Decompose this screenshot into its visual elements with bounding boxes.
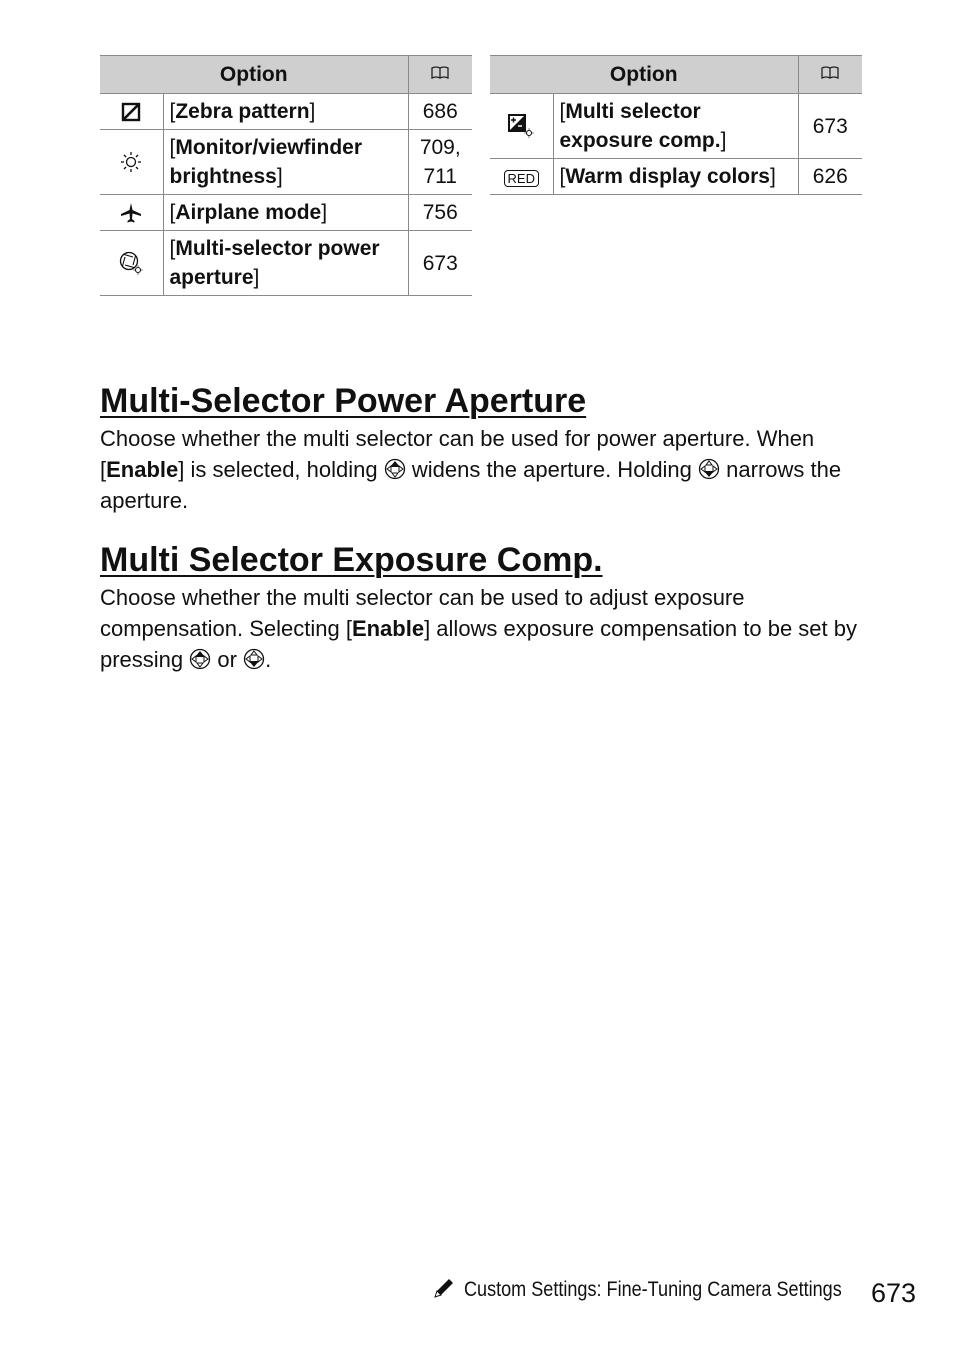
table-row	[100, 130, 472, 195]
header-option: Option	[100, 56, 408, 94]
page-ref: 709, 711	[408, 130, 472, 195]
multi-selector-up-icon	[384, 457, 406, 482]
page-ref: 756	[408, 195, 472, 231]
table-row	[490, 159, 862, 195]
multi-selector-down-icon	[243, 647, 265, 672]
red-icon-text: RED	[504, 170, 539, 187]
multi-selector-down-icon	[698, 457, 720, 482]
airplane-icon	[100, 195, 163, 231]
options-table-right	[490, 55, 862, 195]
table-row	[490, 94, 862, 159]
section-title-exposure-comp: Multi Selector Exposure Comp.	[100, 541, 603, 579]
red-display-icon	[490, 159, 553, 195]
footer-section	[432, 1276, 903, 1302]
option-label: [Multi-selector power aperture]	[163, 231, 408, 296]
table-header	[100, 56, 472, 94]
table-row	[100, 94, 472, 130]
table-header	[490, 56, 862, 94]
page-ref: 626	[798, 159, 862, 195]
table-row	[100, 231, 472, 296]
page-ref: 686	[408, 94, 472, 130]
aperture-icon	[100, 231, 163, 296]
brightness-icon	[100, 130, 163, 195]
page-ref: 673	[798, 94, 862, 159]
option-label: [Zebra pattern]	[163, 94, 408, 130]
header-book-icon	[798, 56, 862, 94]
page-ref: 673	[408, 231, 472, 296]
section-title-power-aperture: Multi-Selector Power Aperture	[100, 382, 587, 420]
pencil-icon	[432, 1276, 456, 1300]
section-body-power-aperture: Choose whether the multi selector can be used for power aperture. When [Enable] is selected, holding widens the aperture. Holding narrows the aperture.	[100, 426, 842, 513]
option-label: [Warm display colors]	[553, 159, 798, 195]
option-label: [Monitor/viewfinder brightness]	[163, 130, 408, 195]
page-number: 673	[871, 1278, 917, 1308]
options-table-left	[100, 55, 472, 296]
zebra-pattern-icon	[100, 94, 163, 130]
section-body-exposure-comp: Choose whether the multi selector can be used to adjust exposure compensation. Selecting [Enable] allows exposure compensation to be set by pressing or .	[100, 585, 857, 672]
exposure-comp-icon	[490, 94, 553, 159]
multi-selector-up-icon	[189, 647, 211, 672]
header-option: Option	[490, 56, 798, 94]
table-row	[100, 195, 472, 231]
option-label: [Airplane mode]	[163, 195, 408, 231]
header-book-icon	[408, 56, 472, 94]
footer-section-label: Custom Settings: Fine-Tuning Camera Settings	[464, 1278, 842, 1301]
option-label: [Multi selector exposure comp.]	[553, 94, 798, 159]
